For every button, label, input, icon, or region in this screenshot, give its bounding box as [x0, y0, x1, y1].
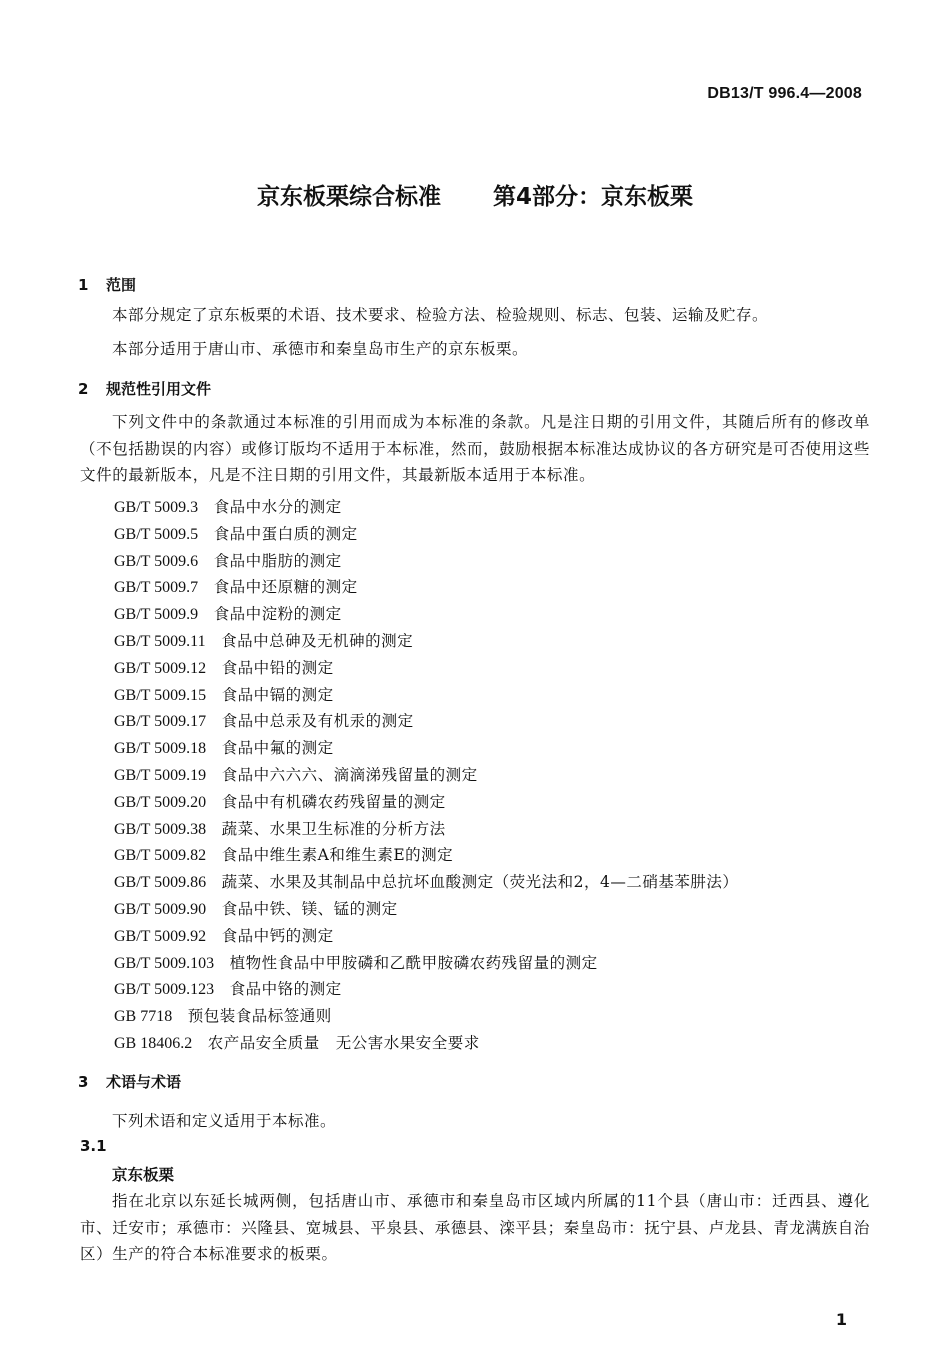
- reference-item: [114, 1004, 738, 1031]
- reference-item: [114, 602, 738, 629]
- reference-item: [114, 1031, 738, 1058]
- reference-title: 食品中六六六、滴滴涕残留量的测定: [221, 765, 478, 784]
- section-title: 术语与术语: [106, 1073, 182, 1091]
- reference-code: GB/T 5009.3: [114, 499, 199, 516]
- reference-code: GB/T 5009.9: [114, 606, 199, 624]
- reference-item: [114, 629, 738, 656]
- reference-title: 食品中总汞及有机汞的测定: [221, 712, 414, 731]
- term-definition: 指在北京以东延长城两侧，包括唐山市、承德市和秦皇岛市区域内所属的11个县（唐山市：迁西县、遵化市、迁安市；承德市：兴隆县、宽城县、平泉县、承德县、滦平县；秦皇岛市：抚宁县、卢龙县、青龙满族自治区）生产的符合本标准要求的板栗。: [80, 1192, 870, 1263]
- reference-item: [114, 951, 738, 978]
- reference-item: [114, 522, 738, 549]
- reference-list: [114, 495, 738, 1058]
- section-number: 1: [78, 276, 89, 294]
- reference-code: GB/T 5009.92: [114, 927, 207, 945]
- reference-code: GB/T 5009.19: [114, 766, 207, 784]
- reference-code: GB/T 5009.17: [114, 713, 207, 731]
- reference-item: [114, 683, 738, 710]
- reference-title: 食品中蛋白质的测定: [213, 524, 358, 543]
- reference-code: GB/T 5009.7: [114, 579, 199, 597]
- reference-title: 食品中镉的测定: [221, 685, 334, 704]
- reference-item: [114, 763, 738, 790]
- title-main: 京东板栗综合标准: [256, 184, 441, 210]
- reference-item: [114, 495, 738, 522]
- reference-code: GB/T 5009.20: [114, 793, 207, 811]
- reference-item: [114, 977, 738, 1004]
- reference-title: 蔬菜、水果及其制品中总抗坏血酸测定（荧光法和2，4—二硝基苯肼法）: [221, 873, 739, 892]
- term-name: 京东板栗: [112, 1165, 175, 1184]
- reference-title: 蔬菜、水果卫生标准的分析方法: [221, 819, 446, 838]
- reference-code: GB/T 5009.12: [114, 659, 207, 677]
- reference-code: GB/T 5009.90: [114, 900, 207, 918]
- section-title: 规范性引用文件: [106, 380, 212, 398]
- normative-references-intro: 下列文件中的条款通过本标准的引用而成为本标准的条款。凡是注日期的引用文件，其随后所有的修改单（不包括勘误的内容）或修订版均不适用于本标准，然而，鼓励根据本标准达成协议的各方研究是可否使用这些文件的最新版本，凡是不注日期的引用文件，其最新版本适用于本标准。: [80, 413, 870, 484]
- reference-item: [114, 817, 738, 844]
- reference-code: GB/T 5009.103: [114, 954, 215, 972]
- reference-title: 食品中还原糖的测定: [213, 578, 358, 597]
- reference-code: GB/T 5009.6: [114, 552, 199, 570]
- reference-title: 食品中氟的测定: [221, 739, 334, 758]
- reference-title: 食品中铅的测定: [221, 658, 334, 677]
- reference-item: [114, 924, 738, 951]
- reference-title: 食品中有机磷农药残留量的测定: [221, 792, 446, 811]
- reference-title: 植物性食品中甲胺磷和乙酰甲胺磷农药残留量的测定: [229, 953, 598, 972]
- reference-item: [114, 790, 738, 817]
- reference-title: 食品中维生素A和维生素E的测定: [221, 846, 454, 865]
- scope-paragraph: 本部分适用于唐山市、承德市和秦皇岛市生产的京东板栗。: [112, 340, 529, 358]
- reference-code: GB/T 5009.11: [114, 632, 206, 650]
- reference-code: GB/T 5009.18: [114, 740, 207, 758]
- reference-title: 食品中铁、镁、锰的测定: [221, 899, 398, 918]
- section-1-heading: [78, 274, 136, 295]
- section-3-heading: [78, 1071, 181, 1092]
- reference-item: [114, 656, 738, 683]
- reference-item: [114, 575, 738, 602]
- reference-code: GB/T 5009.82: [114, 847, 207, 865]
- reference-code: GB/T 5009.5: [114, 525, 199, 543]
- reference-item: [114, 709, 738, 736]
- section-number: 2: [78, 380, 89, 398]
- section-number: 3: [78, 1073, 89, 1091]
- reference-code: GB 18406.2: [114, 1034, 193, 1052]
- page-number: 1: [835, 1310, 847, 1329]
- reference-item: [114, 897, 738, 924]
- terms-intro: 下列术语和定义适用于本标准。: [112, 1112, 337, 1130]
- reference-code: GB/T 5009.86: [114, 874, 207, 892]
- section-title: 范围: [106, 276, 137, 294]
- standard-code: DB13/T 996.4—2008: [707, 85, 862, 102]
- reference-title: 食品中钙的测定: [221, 926, 334, 945]
- reference-item: [114, 870, 738, 897]
- reference-title: 食品中总砷及无机砷的测定: [221, 631, 414, 650]
- reference-code: GB/T 5009.123: [114, 981, 215, 999]
- reference-code: GB/T 5009.38: [114, 820, 207, 838]
- reference-title: 预包装食品标签通则: [187, 1007, 332, 1026]
- subsection-number: 3.1: [80, 1137, 107, 1155]
- reference-title: 食品中水分的测定: [213, 498, 342, 516]
- reference-title: 食品中淀粉的测定: [213, 605, 342, 624]
- section-2-heading: [78, 378, 211, 399]
- reference-title: 食品中脂肪的测定: [213, 551, 342, 570]
- reference-title: 食品中铬的测定: [229, 980, 342, 999]
- document-title: [0, 178, 950, 211]
- reference-item: [114, 736, 738, 763]
- scope-paragraph: 本部分规定了京东板栗的术语、技术要求、检验方法、检验规则、标志、包装、运输及贮存。: [112, 306, 769, 324]
- reference-code: GB 7718: [114, 1008, 173, 1026]
- title-part: 第4部分：京东板栗: [492, 184, 693, 210]
- reference-code: GB/T 5009.15: [114, 686, 207, 704]
- reference-title: 农产品安全质量 无公害水果安全要求: [207, 1033, 480, 1052]
- reference-item: [114, 843, 738, 870]
- reference-item: [114, 549, 738, 576]
